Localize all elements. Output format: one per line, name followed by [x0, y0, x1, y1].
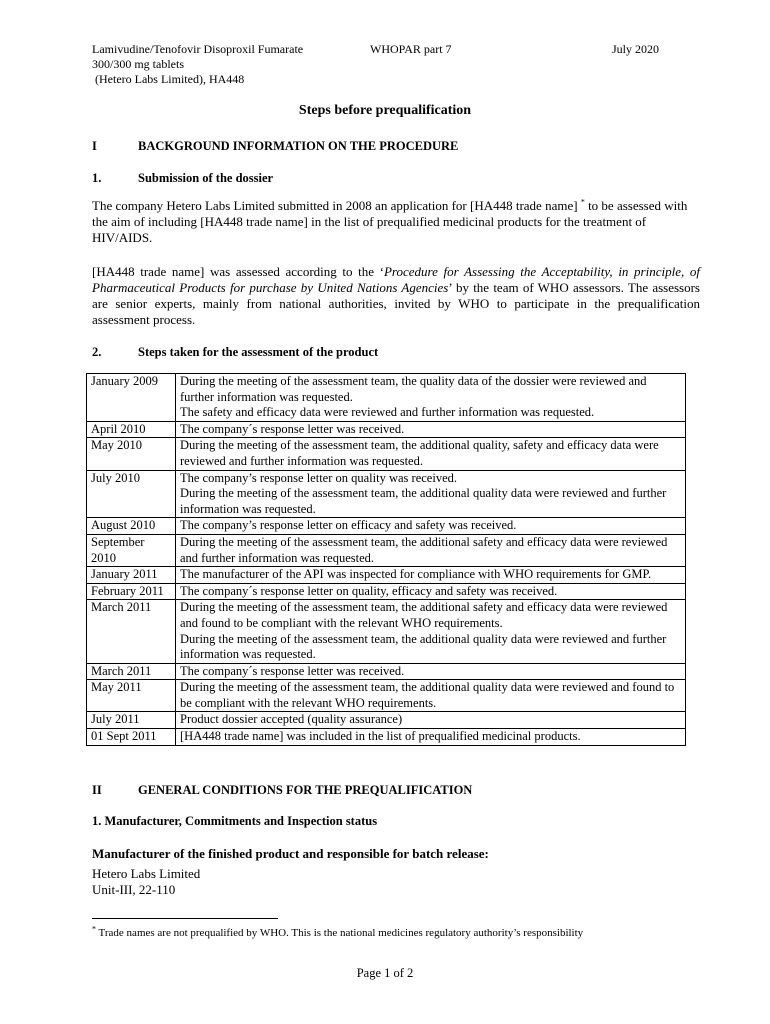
- step-event: During the meeting of the assessment team, the additional safety and efficacy data were reviewed and found to be compliant with the relevant WHO requirements.: [180, 600, 668, 630]
- step-date: February 2011: [87, 583, 176, 600]
- header-document-part: WHOPAR part 7: [370, 42, 452, 56]
- step-event: Product dossier accepted (quality assurance): [180, 712, 403, 727]
- step-description: [176, 583, 686, 600]
- section-1-heading: [92, 139, 458, 154]
- step-event: The company’s response letter on quality was received.: [180, 470, 457, 485]
- step-event: The manufacturer of the API was inspected for compliance with WHO requirements for GMP.: [180, 567, 652, 582]
- step-event: During the meeting of the assessment team, the additional quality, safety and efficacy data were reviewed and further information was requested.: [180, 438, 659, 468]
- header-product-line: (Hetero Labs Limited), HA448: [92, 72, 245, 86]
- step-event: [HA448 trade name] was included in the list of prequalified medicinal products.: [180, 729, 581, 744]
- step-event: The company´s response letter was received.: [180, 421, 405, 436]
- step-description: [176, 518, 686, 535]
- section-number: II: [92, 783, 102, 797]
- subsection-title: Steps taken for the assessment of the product: [138, 345, 379, 359]
- step-date: May 2010: [87, 438, 176, 470]
- footnote-divider: [92, 918, 278, 919]
- step-description: [176, 600, 686, 663]
- step-description: [176, 729, 686, 746]
- step-event: During the meeting of the assessment team, the quality data of the dossier were reviewed and further information was requested.: [180, 374, 647, 404]
- table-row: [87, 518, 686, 535]
- header-product-line: 300/300 mg tablets: [92, 57, 184, 71]
- table-row: [87, 438, 686, 470]
- step-date: April 2010: [87, 421, 176, 438]
- step-event: The company´s response letter was received.: [180, 663, 405, 678]
- step-description: [176, 470, 686, 518]
- step-description: [176, 421, 686, 438]
- table-row: [87, 680, 686, 712]
- section-title: BACKGROUND INFORMATION ON THE PROCEDURE: [138, 139, 459, 153]
- table-row: [87, 600, 686, 663]
- table-row: [87, 712, 686, 729]
- subsection-number: 1.: [92, 171, 102, 185]
- step-event: During the meeting of the assessment team, the additional safety and efficacy data were reviewed and further information was requested.: [180, 534, 668, 565]
- page-title: Steps before prequalification: [298, 103, 472, 118]
- table-row: [87, 534, 686, 566]
- paragraph-text: The company Hetero Labs Limited submitted in 2008 an application for [HA448 trade name]: [92, 198, 581, 213]
- step-date: March 2011: [87, 663, 176, 680]
- header-date: July 2020: [612, 42, 660, 56]
- footnote-marker: *: [92, 924, 96, 934]
- header-product-line: Lamivudine/Tenofovir Disoproxil Fumarate: [92, 42, 304, 56]
- manufacturer-address: [92, 866, 200, 898]
- subsection-number: 2.: [92, 345, 102, 359]
- step-description: [176, 663, 686, 680]
- manufacturer-line: Unit-III, 22-110: [92, 882, 176, 897]
- table-row: [87, 663, 686, 680]
- step-description: [176, 438, 686, 470]
- step-description: [176, 567, 686, 584]
- step-event: During the meeting of the assessment team, the additional quality data were reviewed and found to be compliant with the relevant WHO requirements.: [180, 680, 675, 710]
- step-description: [176, 680, 686, 712]
- table-row: [87, 374, 686, 422]
- step-event: During the meeting of the assessment team, the additional quality data were reviewed and further information was requested.: [180, 631, 667, 662]
- subsection-manufacturer-heading: 1. Manufacturer, Commitments and Inspection status: [92, 814, 378, 828]
- page-number: Page 1 of 2: [356, 966, 414, 980]
- footnote-marker: *: [580, 197, 585, 207]
- section-2-heading: [92, 783, 472, 798]
- step-date: August 2010: [87, 518, 176, 535]
- footnote: [92, 924, 584, 939]
- footnote-text: Trade names are not prequalified by WHO. This is the national medicines regulatory authority’s responsibility: [96, 927, 584, 939]
- subsection-submission-heading: [92, 171, 273, 186]
- step-description: [176, 374, 686, 422]
- header-product: [92, 42, 303, 87]
- step-event: During the meeting of the assessment team, the additional quality data were reviewed and further information was requested.: [180, 486, 667, 516]
- step-date: 01 Sept 2011: [87, 729, 176, 746]
- step-description: [176, 712, 686, 729]
- step-date: May 2011: [87, 680, 176, 712]
- table-row: [87, 729, 686, 746]
- step-date: March 2011: [87, 600, 176, 663]
- step-date: January 2009: [87, 374, 176, 422]
- step-date: September 2010: [87, 534, 176, 566]
- submission-paragraph: [92, 198, 700, 246]
- paragraph-text: ’ by the team of WHO assessors. The assessors are senior experts, mainly from national authorities, invited by WHO to participate in the prequalification assessment process.: [92, 280, 700, 327]
- step-event: The company’s response letter on efficacy and safety was received.: [180, 518, 517, 533]
- subsection-steps-heading: [92, 345, 378, 360]
- step-event: The safety and efficacy data were reviewed and further information was requested.: [180, 405, 595, 420]
- paragraph-text: [HA448 trade name] was assessed according to the ‘: [92, 264, 384, 279]
- step-event: The company´s response letter on quality, efficacy and safety was received.: [180, 583, 558, 598]
- manufacturer-line: Hetero Labs Limited: [92, 866, 201, 881]
- table-row: [87, 470, 686, 518]
- assessment-steps-table: [86, 373, 686, 746]
- manufacturer-heading: Manufacturer of the finished product and responsible for batch release:: [92, 846, 489, 861]
- procedure-title: Procedure for Assessing the Acceptability, in principle, of Pharmaceutical Products for purchase by United Nations Agencies: [92, 264, 700, 295]
- table-row: [87, 583, 686, 600]
- step-description: [176, 534, 686, 566]
- step-date: July 2011: [87, 712, 176, 729]
- table-row: [87, 567, 686, 584]
- section-title: GENERAL CONDITIONS FOR THE PREQUALIFICATION: [138, 783, 473, 797]
- paragraph-text: to be assessed with the aim of including [HA448 trade name] in the list of prequalified medicinal products for the treatment of HIV/AIDS.: [92, 198, 688, 245]
- procedure-paragraph: [92, 264, 700, 328]
- section-number: I: [92, 139, 97, 153]
- subsection-title: Submission of the dossier: [138, 171, 274, 185]
- step-date: July 2010: [87, 470, 176, 518]
- table-row: [87, 421, 686, 438]
- step-date: January 2011: [87, 567, 176, 584]
